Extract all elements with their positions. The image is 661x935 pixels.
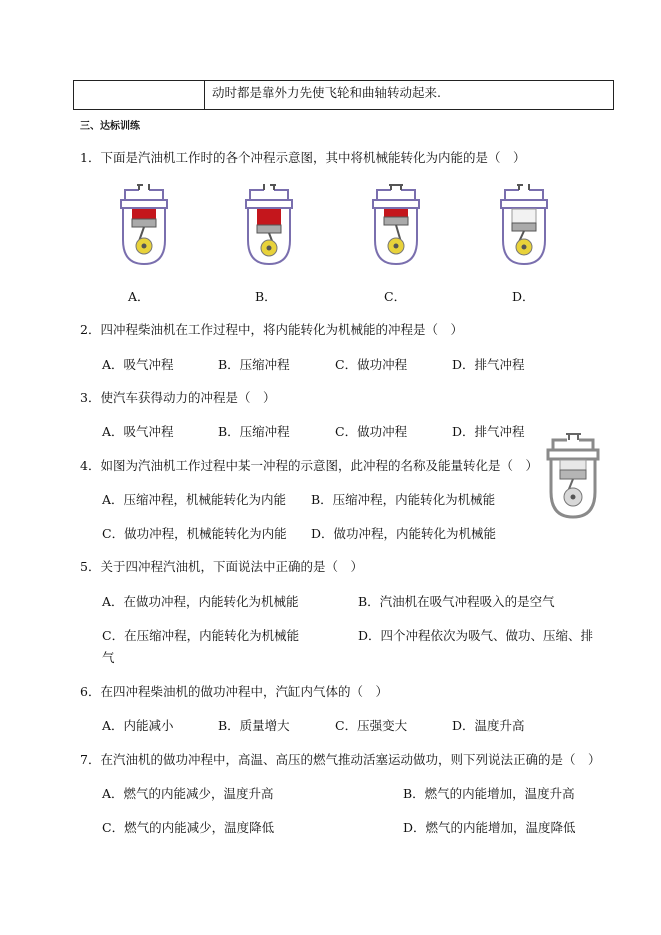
q4-option-b: B．压缩冲程，内能转化为机械能 [311,492,496,507]
q3-option-a: A．吸气冲程 [102,424,174,439]
table-cell-text: 动时都是靠外力先使飞轮和曲轴转动起来. [212,85,441,100]
q3-option-b: B．压缩冲程 [218,424,290,439]
q4-option-a: A．压缩冲程，机械能转化为内能 [102,492,287,507]
top-table [73,80,614,110]
q5-option-d-wrap: 气 [102,650,115,665]
q2-option-b: B．压缩冲程 [218,357,290,372]
q5-option-b: B．汽油机在吸气冲程吸入的是空气 [358,594,555,609]
q1-label-a: A． [128,289,150,304]
q6-option-c: C．压强变大 [335,718,408,733]
engine-diagram-b [240,182,298,268]
engine-diagram-q4 [543,432,603,520]
q1-label-c: C． [384,289,407,304]
q7-option-a: A．燃气的内能减少，温度升高 [102,786,274,801]
table-divider [204,81,205,109]
q5-option-c: C．在压缩冲程，内能转化为机械能 [102,628,300,643]
q6-option-d: D．温度升高 [452,718,525,733]
question-2-stem: 2．四冲程柴油机在工作过程中，将内能转化为机械能的冲程是（ ） [80,322,463,337]
question-3-stem: 3．使汽车获得动力的冲程是（ ） [80,390,276,405]
q4-option-d: D．做功冲程，内能转化为机械能 [311,526,497,541]
engine-diagram-c [367,182,425,268]
question-6-stem: 6．在四冲程柴油机的做功冲程中，汽缸内气体的（ ） [80,684,388,699]
question-5-stem: 5．关于四冲程汽油机，下面说法中正确的是（ ） [80,559,363,574]
q5-option-a: A．在做功冲程，内能转化为机械能 [102,594,299,609]
q4-option-c: C．做功冲程，机械能转化为内能 [102,526,287,541]
q6-option-a: A．内能减小 [102,718,174,733]
q5-option-d: D．四个冲程依次为吸气、做功、压缩、排 [358,628,594,643]
question-4-stem: 4．如图为汽油机工作过程中某一冲程的示意图，此冲程的名称及能量转化是（ ） [80,458,538,473]
q7-option-b: B．燃气的内能增加，温度升高 [403,786,575,801]
q3-option-d: D．排气冲程 [452,424,525,439]
question-7-stem: 7．在汽油机的做功冲程中，高温、高压的燃气推动活塞运动做功，则下列说法正确的是（ ） [80,752,601,767]
engine-diagram-d [495,182,553,268]
section-title: 三、达标训练 [80,121,140,132]
q1-label-d: D． [512,289,535,304]
q2-option-c: C．做功冲程 [335,357,408,372]
q6-option-b: B．质量增大 [218,718,290,733]
q7-option-d: D．燃气的内能增加，温度降低 [403,820,576,835]
q1-label-b: B． [255,289,277,304]
q2-option-a: A．吸气冲程 [102,357,174,372]
question-1-stem: 1．下面是汽油机工作时的各个冲程示意图，其中将机械能转化为内能的是（ ） [80,150,526,165]
q2-option-d: D．排气冲程 [452,357,525,372]
q7-option-c: C．燃气的内能减少，温度降低 [102,820,275,835]
engine-diagram-a [115,182,173,268]
q3-option-c: C．做功冲程 [335,424,408,439]
